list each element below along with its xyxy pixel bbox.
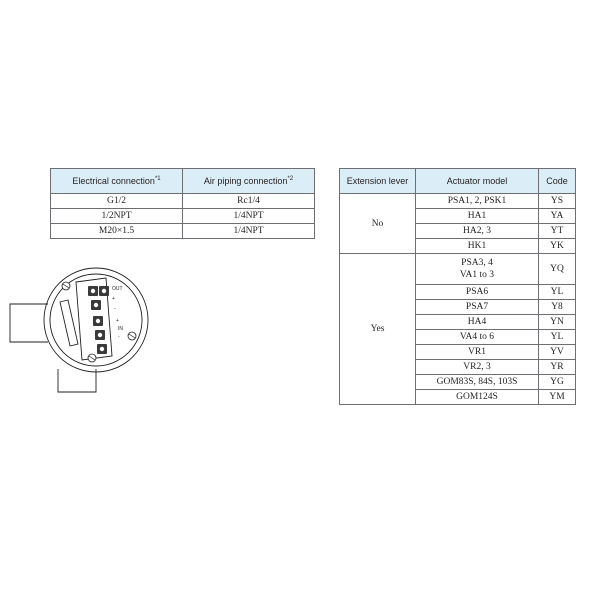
electrical-cell: M20×1.5	[51, 224, 183, 239]
code-cell: YS	[539, 194, 576, 209]
terminal-label-out: OUT	[112, 286, 123, 292]
mounting-slot	[60, 300, 78, 346]
code-cell: YL	[539, 285, 576, 300]
air-piping-cell: 1/4NPT	[183, 209, 315, 224]
actuator-model-cell: VR2, 3	[416, 360, 539, 375]
terminal-label-minus: -	[118, 334, 120, 340]
table-row	[340, 254, 576, 285]
actuator-model-cell: VA4 to 6	[416, 330, 539, 345]
actuator-model-cell: HA2, 3	[416, 224, 539, 239]
footnote-mark: *2	[287, 176, 294, 182]
connection-table	[50, 168, 315, 239]
table-row	[51, 224, 315, 239]
table-row	[340, 194, 576, 209]
actuator-table-header	[340, 169, 576, 194]
conduit-entry	[58, 369, 96, 392]
terminal-label-plus: +	[112, 296, 115, 302]
header-electrical-connection	[51, 169, 183, 194]
actuator-model-cell	[416, 254, 539, 285]
air-piping-cell: Rc1/4	[183, 194, 315, 209]
code-cell: YR	[539, 360, 576, 375]
code-cell: YN	[539, 315, 576, 330]
code-cell: YT	[539, 224, 576, 239]
air-piping-cell: 1/4NPT	[183, 224, 315, 239]
extension-lever-cell-yes: Yes	[340, 254, 416, 405]
actuator-model-line: PSA3, 4	[461, 258, 493, 268]
actuator-table	[339, 168, 576, 405]
terminal-label-minus: -	[114, 306, 116, 312]
terminal-label-plus: +	[116, 318, 119, 324]
actuator-model-cell: GOM124S	[416, 390, 539, 405]
actuator-model-line: VA1 to 3	[459, 270, 495, 280]
connection-table-header	[51, 169, 315, 194]
code-cell: YA	[539, 209, 576, 224]
code-cell: YK	[539, 239, 576, 254]
code-cell: YL	[539, 330, 576, 345]
terminal-label-in: IN	[118, 326, 123, 332]
code-cell: YV	[539, 345, 576, 360]
header-actuator-model: Actuator model	[416, 169, 539, 194]
actuator-model-cell: VR1	[416, 345, 539, 360]
code-cell: YM	[539, 390, 576, 405]
electrical-cell: 1/2NPT	[51, 209, 183, 224]
actuator-model-cell: GOM83S, 84S, 103S	[416, 375, 539, 390]
terminal-box-diagram	[8, 264, 178, 394]
actuator-model-cell: HK1	[416, 239, 539, 254]
header-label: Electrical connection	[72, 176, 155, 186]
conduit-entry	[10, 304, 48, 342]
table-row	[51, 194, 315, 209]
electrical-cell: G1/2	[51, 194, 183, 209]
code-cell: Y8	[539, 300, 576, 315]
actuator-model-cell: PSA6	[416, 285, 539, 300]
header-label: Air piping connection	[203, 176, 288, 186]
table-row	[51, 209, 315, 224]
header-air-piping-connection	[183, 169, 315, 194]
actuator-model-cell: PSA1, 2, PSK1	[416, 194, 539, 209]
code-cell: YG	[539, 375, 576, 390]
actuator-model-cell: HA4	[416, 315, 539, 330]
footnote-mark: *1	[154, 176, 161, 182]
header-extension-lever: Extension lever	[340, 169, 416, 194]
actuator-model-cell: HA1	[416, 209, 539, 224]
actuator-model-cell: PSA7	[416, 300, 539, 315]
header-code: Code	[539, 169, 576, 194]
extension-lever-cell-no: No	[340, 194, 416, 254]
code-cell: YQ	[539, 254, 576, 285]
